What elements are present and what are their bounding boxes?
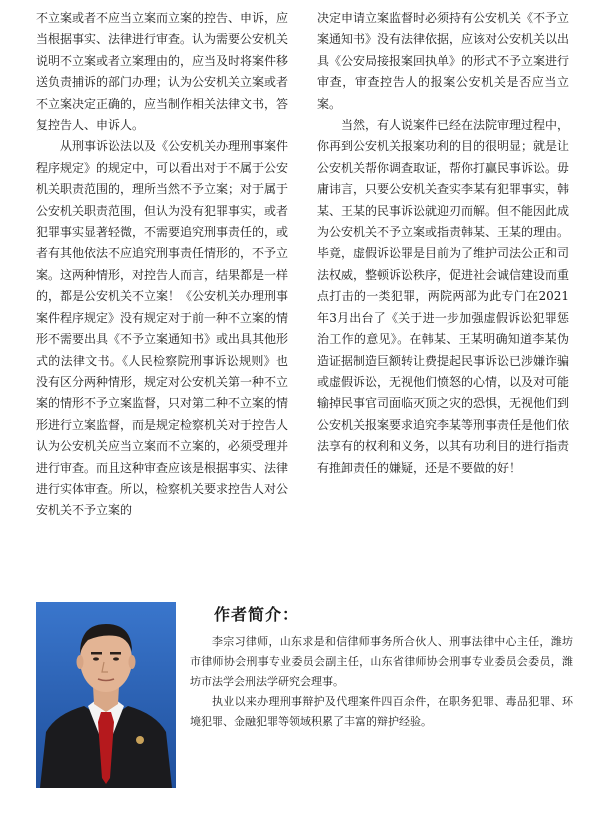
article-paragraph: 从刑事诉讼法以及《公安机关办理刑事案件程序规定》的规定中，可以看出对于不属于公安机关职责范围的，理所当然不予立案；对于属于公安机关职责范围，但认为没有犯罪事实，或者犯罪事实显著轻微，不需要追究刑事责任的，或者有其他依法不应追究刑事责任情形的，不予立案。这两种情形，对控告人而言，结果都是一样的，都是公安机关不立案！《公安机关办理刑事案件程序规定》没有规定对于前一种不立案的情形不需要出具《不予立案通知书》或出具其他形式的法律文书。《人民检察院刑事诉讼规则》也没有区分两种情形，规定对公安机关第一种不立案的情形不予立案监督，只对第二种不立案的情形进行立案监督，而是规定检察机关对于控告人认为公安机关应当立案而不立案的，必须受理并进行审查。而且这种审查应该是根据事实、法律进行实体审查。所以，检察机关要求控告人对公安机关不予立案的 — [36, 139, 289, 518]
article-left-column — [36, 8, 288, 522]
author-photo — [36, 602, 176, 788]
article-paragraph: 当然，有人说案件已经在法院审理过程中，你再到公安机关报案功利的目的很明显；就是让公安机关帮你调查取证，帮你打赢民事诉讼。毋庸讳言，只要公安机关查实李某有犯罪事实，韩某、王某的民事诉讼就迎刃而解。但不能因此成为公安机关不予立案或指责韩某、王某的理由。毕竟，虚假诉讼罪是目前为了维护司法公正和司法权威，整顿诉讼秩序，促进社会诚信建设而重点打击的一类犯罪，两院两部为此专门在2021年3月出台了《关于进一步加强虚假诉讼犯罪惩治工作的意见》。在韩某、王某明确知道李某伪造证据制造巨额转让费提起民事诉讼已涉嫌诈骗或虚假诉讼，无视他们愤怒的心情，以及对可能输掉民事官司面临灭顶之灾的恐惧，无视他们到公安机关报案要求追究李某等刑事责任是他们依法享有的权利和义务，以其有功利目的进行指责有推卸责任的嫌疑，还是不要做的好！ — [317, 118, 570, 475]
author-portrait-illustration — [36, 602, 176, 788]
article-paragraph: 决定申请立案监督时必须持有公安机关《不予立案通知书》没有法律依据，应该对公安机关以出具《公安局接报案回执单》的形式不予立案进行审查，审查控告人的报案公安机关是否应当立案。 — [317, 11, 570, 111]
author-bio-heading: 作者简介： — [214, 605, 300, 624]
article-right-column — [317, 8, 569, 479]
author-bio-text — [190, 632, 573, 732]
author-bio-paragraph: 李宗习律师，山东求是和信律师事务所合伙人、刑事法律中心主任，潍坊市律师协会刑事专业委员会副主任，山东省律师协会刑事专业委员会委员，潍坊市法学会刑法学研究会理事。 — [190, 635, 573, 688]
author-bio-paragraph: 执业以来办理刑事辩护及代理案件四百余件，在职务犯罪、毒品犯罪、环境犯罪、金融犯罪等领域积累了丰富的辩护经验。 — [190, 695, 573, 728]
article-paragraph: 不立案或者不应当立案而立案的控告、申诉，应当根据事实、法律进行审查。认为需要公安机关说明不立案或者立案理由的，应当及时将案件移送负责捕诉的部门办理；认为公安机关立案或者不立案决定正确的，应当制作相关法律文书，答复控告人、申诉人。 — [36, 11, 289, 133]
